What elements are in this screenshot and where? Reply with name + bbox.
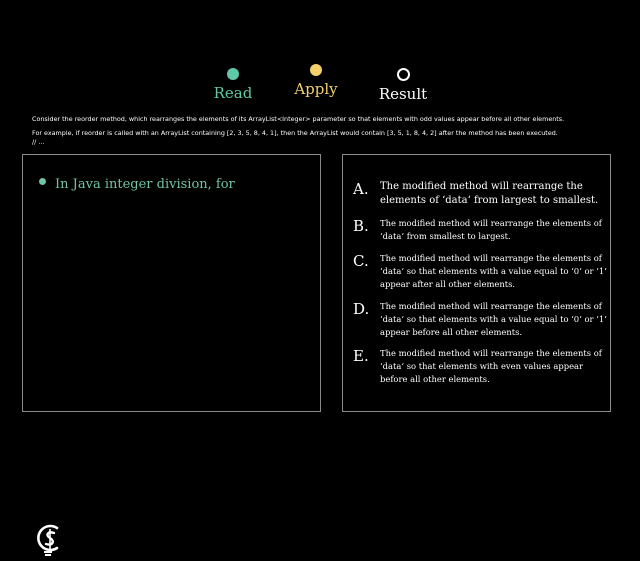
step-apply-label: Apply — [294, 80, 338, 98]
hint-item — [39, 177, 235, 192]
option-c-letter: C. — [353, 252, 369, 270]
prompt-line-1: Consider the reorder method, which rearranges the elements of its ArrayList<Integer> parameter so that elements with odd values appear before all other elements. — [32, 115, 565, 123]
prompt-line-3: // ... — [32, 138, 45, 146]
question-prompt — [32, 115, 622, 147]
step-read-dot — [227, 68, 239, 80]
step-result[interactable] — [363, 68, 443, 103]
hint-panel — [22, 154, 321, 412]
bullet-icon — [39, 178, 46, 185]
step-read-label: Read — [213, 84, 253, 102]
step-apply-dot — [310, 64, 322, 76]
step-apply[interactable] — [276, 64, 356, 98]
option-e-text: The modified method will rearrange the elements of ‘data‘ so that elements with even values appear before all other elements. — [380, 348, 602, 384]
step-result-dot — [397, 68, 410, 81]
option-d-letter: D. — [353, 300, 370, 318]
option-b-letter: B. — [353, 217, 369, 235]
step-read[interactable] — [193, 68, 273, 102]
option-c-text: The modified method will rearrange the elements of ‘data‘ so that elements with a value equal to ‘0‘ or ‘1‘ appear after all other elements. — [380, 253, 607, 289]
option-a-text: The modified method will rearrange the elements of ‘data‘ from largest to smallest. — [380, 181, 599, 206]
option-d-text: The modified method will rearrange the elements of ‘data‘ so that elements with a value equal to ‘0‘ or ‘1‘ appear before all other elements. — [380, 301, 607, 337]
prompt-line-2: For example, if reorder is called with an ArrayList containing [2, 3, 5, 8, 4, 1], then the ArrayList would contain [3, 5, 1, 8, 4, 2] after the method has been executed. — [32, 129, 558, 137]
cs-lightbulb-logo-icon — [33, 521, 67, 561]
progress-steps — [0, 64, 640, 104]
hint-text: In Java integer division, for — [55, 177, 235, 192]
options-panel — [342, 154, 611, 412]
option-a-letter: A. — [353, 180, 369, 198]
option-b-text: The modified method will rearrange the elements of ‘data‘ from smallest to largest. — [380, 218, 602, 241]
step-result-label: Result — [378, 85, 428, 103]
option-e-letter: E. — [353, 347, 369, 365]
